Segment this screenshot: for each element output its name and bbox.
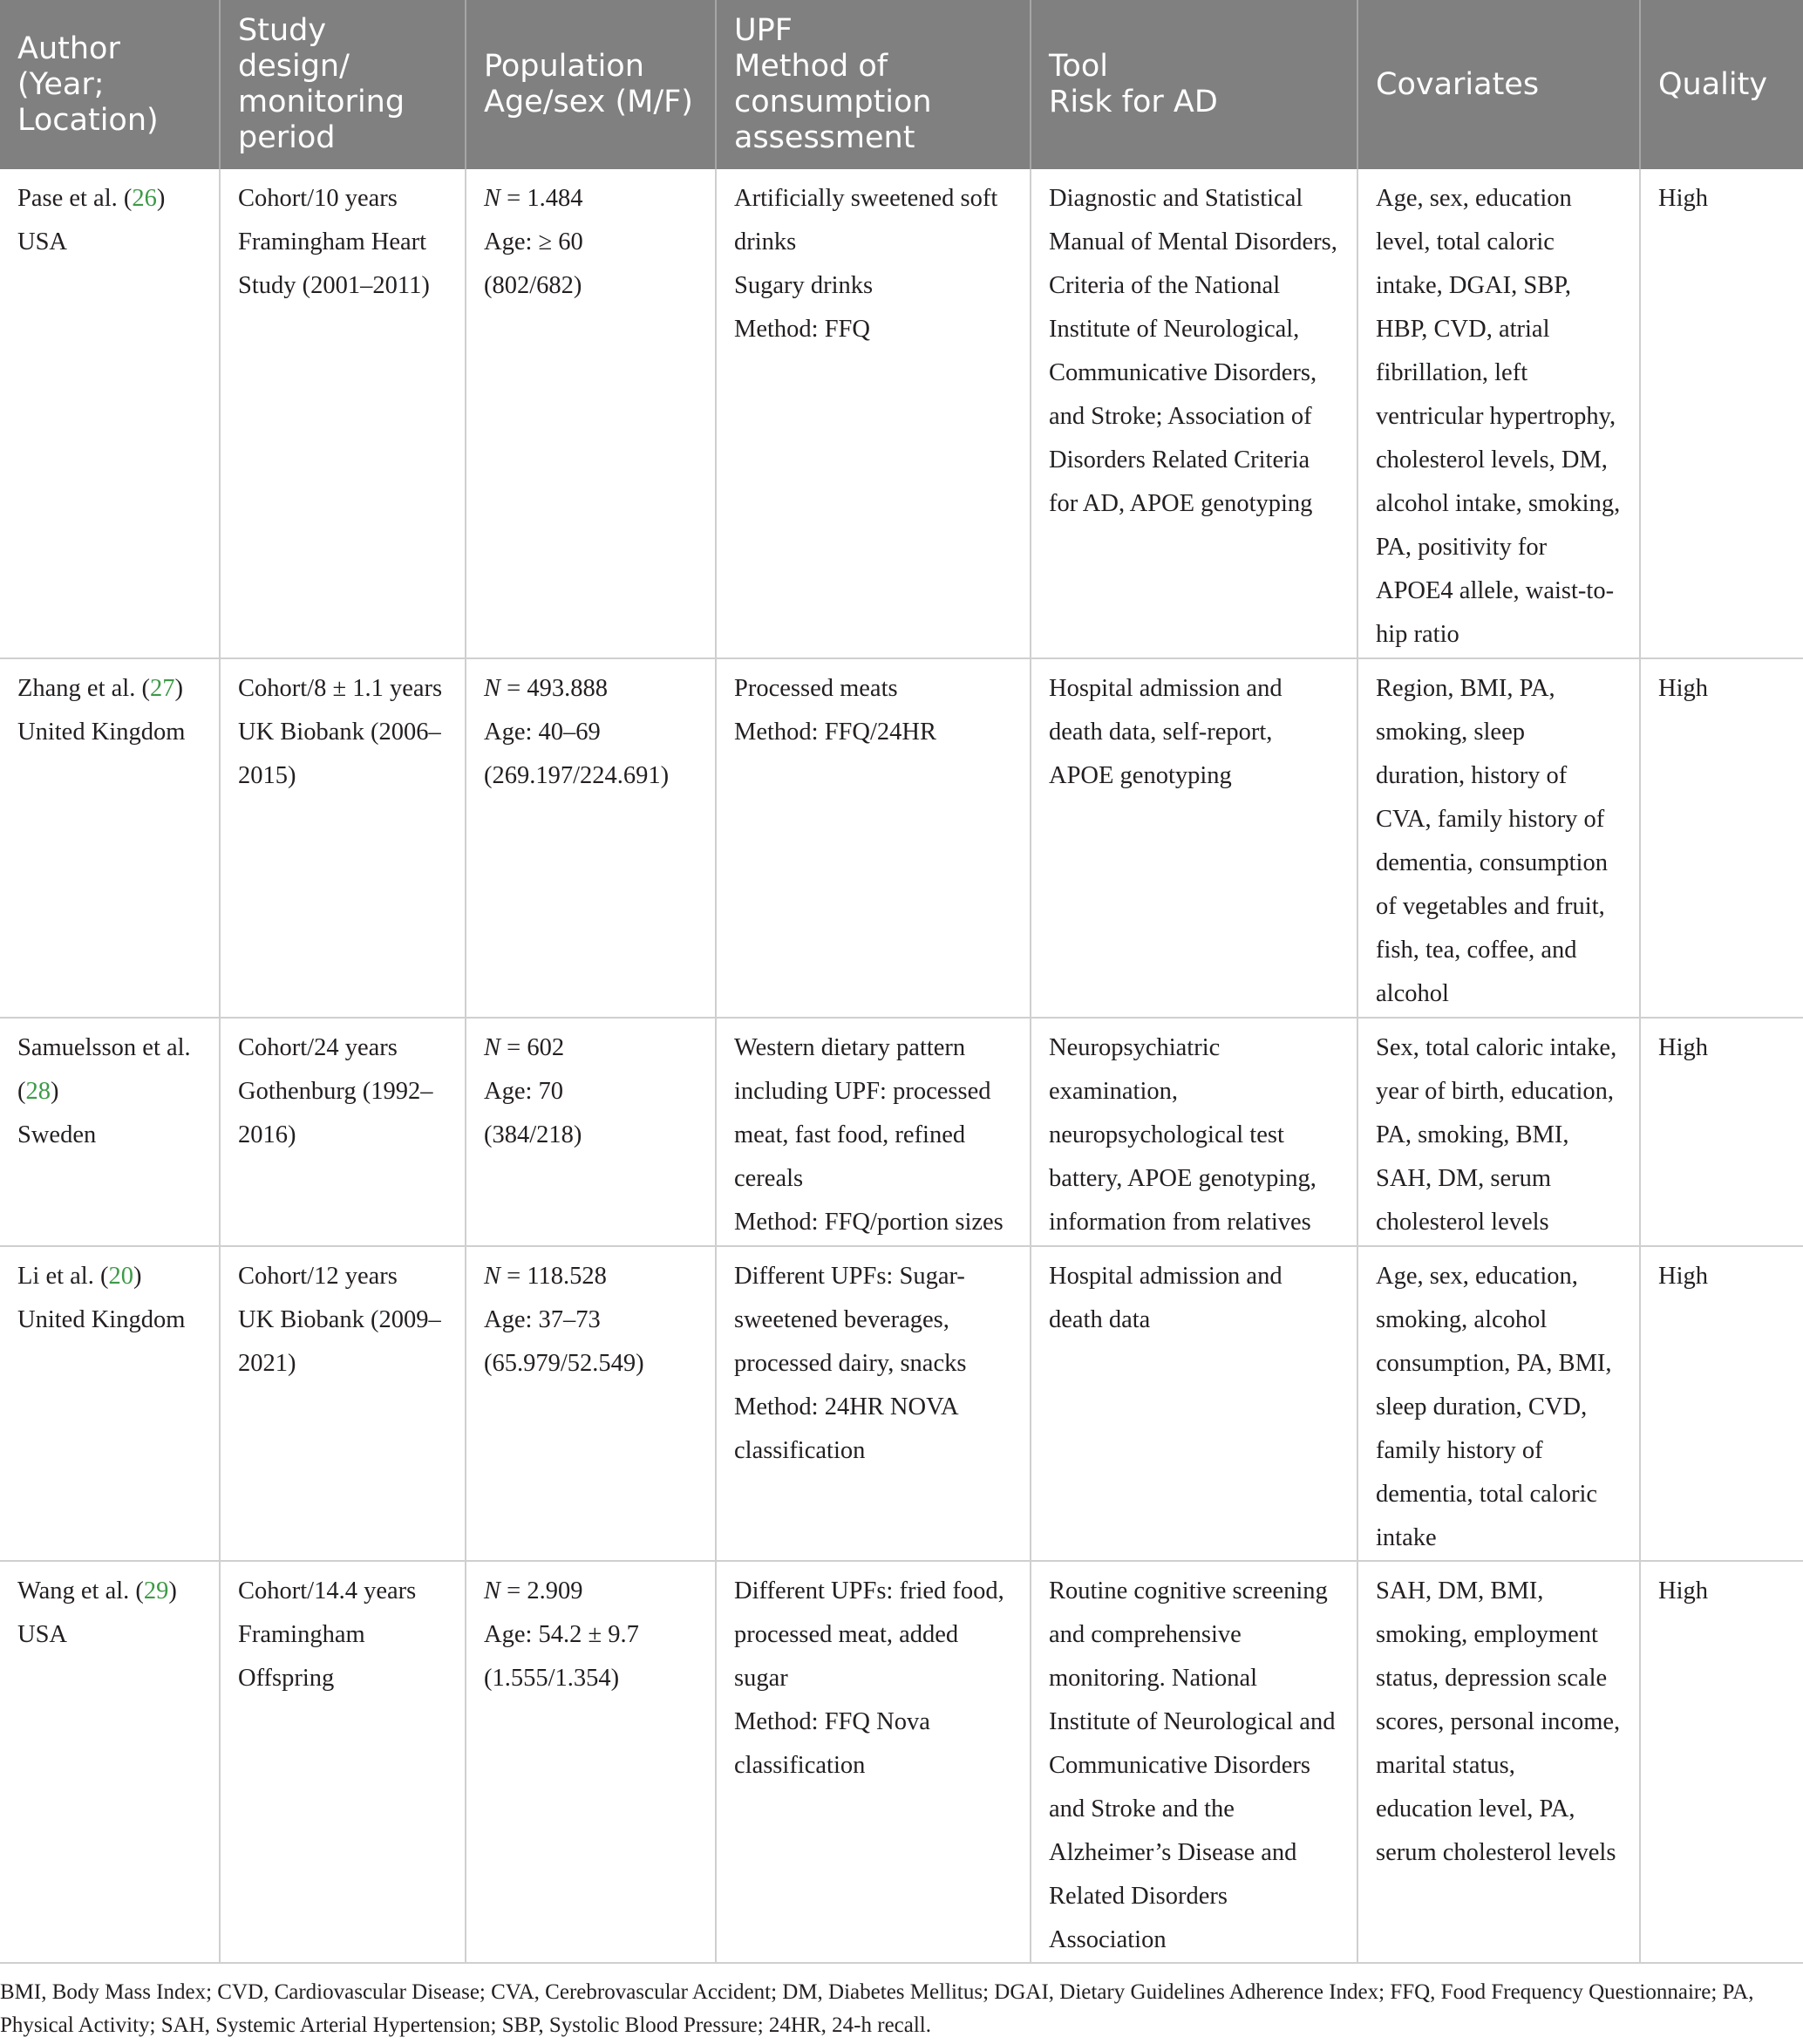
population-cell	[466, 1561, 716, 1963]
population-details: Age: 54.2 ± 9.7 (1.555/1.354)	[484, 1621, 639, 1692]
covariates-cell: Age, sex, education level, total caloric intake, DGAI, SBP, HBP, CVD, atrial fibrillation, left ventricular hypertrophy, cholesterol levels, DM, alcohol intake, smoking, PA, positivity for APOE4 allele, waist-to- hip ratio	[1357, 169, 1640, 658]
header-quality: Quality	[1640, 0, 1803, 169]
author-location: USA	[17, 1621, 68, 1648]
n-value: = 602	[500, 1034, 565, 1061]
tool-cell: Routine cognitive screening and comprehensive monitoring. National Institute of Neurological and Communicative Disorders and Stroke and the Alzheimer’s Disease and Related Disorders Association	[1031, 1561, 1357, 1963]
population-details: Age: 70 (384/218)	[484, 1078, 582, 1148]
author-paren: )	[133, 1263, 142, 1290]
covariates-cell: Age, sex, education, smoking, alcohol consumption, PA, BMI, sleep duration, CVD, family history of dementia, total caloric intake	[1357, 1246, 1640, 1561]
n-value: = 118.528	[500, 1263, 607, 1290]
author-name: Zhang et al. (	[17, 675, 150, 702]
table-footnote: BMI, Body Mass Index; CVD, Cardiovascular Disease; CVA, Cerebrovascular Accident; DM, Diabetes Mellitus; DGAI, Dietary Guidelines Adherence Index; FFQ, Food Frequency Questionnaire; PA, Physical Activity; SAH, Systemic Arterial Hypertension; SBP, Systolic Blood Pressure; 24HR, 24-h recall.	[0, 1980, 1754, 2037]
n-value: = 1.484	[500, 185, 583, 212]
tool-cell: Hospital admission and death data, self-report, APOE genotyping	[1031, 658, 1357, 1018]
author-cell	[0, 1018, 220, 1246]
author-location: United Kingdom	[17, 719, 186, 746]
population-details: Age: 37–73 (65.979/52.549)	[484, 1306, 644, 1377]
author-cell	[0, 658, 220, 1018]
design-cell: Cohort/10 years Framingham Heart Study (2001–2011)	[220, 169, 466, 658]
design-cell: Cohort/24 years Gothenburg (1992– 2016)	[220, 1018, 466, 1246]
design-cell: Cohort/14.4 years Framingham Offspring	[220, 1561, 466, 1963]
author-paren: )	[156, 185, 166, 212]
author-cell	[0, 169, 220, 658]
reference-link[interactable]: 29	[143, 1577, 169, 1605]
header-row	[0, 0, 1803, 169]
covariates-cell: Region, BMI, PA, smoking, sleep duration, history of CVA, family history of dementia, consumption of vegetables and fruit, fish, tea, coffee, and alcohol	[1357, 658, 1640, 1018]
quality-cell: High	[1640, 658, 1803, 1018]
header-author: Author (Year; Location)	[0, 0, 220, 169]
author-paren: )	[51, 1078, 59, 1105]
table-body	[0, 169, 1803, 1963]
header-tool-risk: Tool Risk for AD	[1031, 0, 1357, 169]
population-cell	[466, 658, 716, 1018]
n-label: N	[484, 1577, 501, 1605]
upf-cell: Different UPFs: fried food, processed meat, added sugar Method: FFQ Nova classification	[716, 1561, 1031, 1963]
author-location: United Kingdom	[17, 1306, 186, 1333]
table-row	[0, 1561, 1803, 1963]
author-name: Wang et al. (	[17, 1577, 144, 1605]
quality-cell: High	[1640, 169, 1803, 658]
table-row	[0, 658, 1803, 1018]
author-name: Li et al. (	[17, 1263, 109, 1290]
upf-cell: Western dietary pattern including UPF: processed meat, fast food, refined cereals Method: FFQ/portion sizes	[716, 1018, 1031, 1246]
upf-cell: Different UPFs: Sugar- sweetened beverages, processed dairy, snacks Method: 24HR NOVA classification	[716, 1246, 1031, 1561]
n-label: N	[484, 1263, 501, 1290]
covariates-cell: Sex, total caloric intake, year of birth, education, PA, smoking, BMI, SAH, DM, serum cholesterol levels	[1357, 1018, 1640, 1246]
author-name: Samuelsson et al. (	[17, 1034, 191, 1105]
design-cell: Cohort/12 years UK Biobank (2009– 2021)	[220, 1246, 466, 1561]
tool-cell: Diagnostic and Statistical Manual of Mental Disorders, Criteria of the National Institute of Neurological, Communicative Disorders, and Stroke; Association of Disorders Related Criteria for AD, APOE genotyping	[1031, 169, 1357, 658]
covariates-cell: SAH, DM, BMI, smoking, employment status, depression scale scores, personal income, marital status, education level, PA, serum cholesterol levels	[1357, 1561, 1640, 1963]
table-row	[0, 169, 1803, 658]
population-details: Age: 40–69 (269.197/224.691)	[484, 719, 670, 789]
quality-cell: High	[1640, 1246, 1803, 1561]
design-cell: Cohort/8 ± 1.1 years UK Biobank (2006– 2015)	[220, 658, 466, 1018]
author-location: Sweden	[17, 1121, 97, 1148]
upf-cell: Artificially sweetened soft drinks Sugary drinks Method: FFQ	[716, 169, 1031, 658]
n-label: N	[484, 185, 501, 212]
n-value: = 2.909	[500, 1577, 583, 1605]
reference-link[interactable]: 26	[132, 185, 157, 212]
reference-link[interactable]: 27	[149, 675, 175, 702]
quality-cell: High	[1640, 1561, 1803, 1963]
population-cell	[466, 1246, 716, 1561]
author-paren: )	[174, 675, 183, 702]
table-row	[0, 1246, 1803, 1561]
population-cell	[466, 169, 716, 658]
author-cell	[0, 1246, 220, 1561]
header-study-design: Study design/ monitoring period	[220, 0, 466, 169]
table-header	[0, 0, 1803, 169]
header-covariates: Covariates	[1357, 0, 1640, 169]
reference-link[interactable]: 28	[25, 1078, 51, 1105]
author-paren: )	[168, 1577, 177, 1605]
header-population: Population Age/sex (M/F)	[466, 0, 716, 169]
population-cell	[466, 1018, 716, 1246]
header-upf-method: UPF Method of consumption assessment	[716, 0, 1031, 169]
tool-cell: Hospital admission and death data	[1031, 1246, 1357, 1561]
reference-link[interactable]: 20	[108, 1263, 133, 1290]
tool-cell: Neuropsychiatric examination, neuropsychological test battery, APOE genotyping, information from relatives	[1031, 1018, 1357, 1246]
n-value: = 493.888	[500, 675, 608, 702]
upf-cell: Processed meats Method: FFQ/24HR	[716, 658, 1031, 1018]
n-label: N	[484, 675, 501, 702]
author-location: USA	[17, 228, 68, 256]
n-label: N	[484, 1034, 501, 1061]
table-row	[0, 1018, 1803, 1246]
population-details: Age: ≥ 60 (802/682)	[484, 228, 583, 299]
quality-cell: High	[1640, 1018, 1803, 1246]
author-cell	[0, 1561, 220, 1963]
author-name: Pase et al. (	[17, 185, 133, 212]
